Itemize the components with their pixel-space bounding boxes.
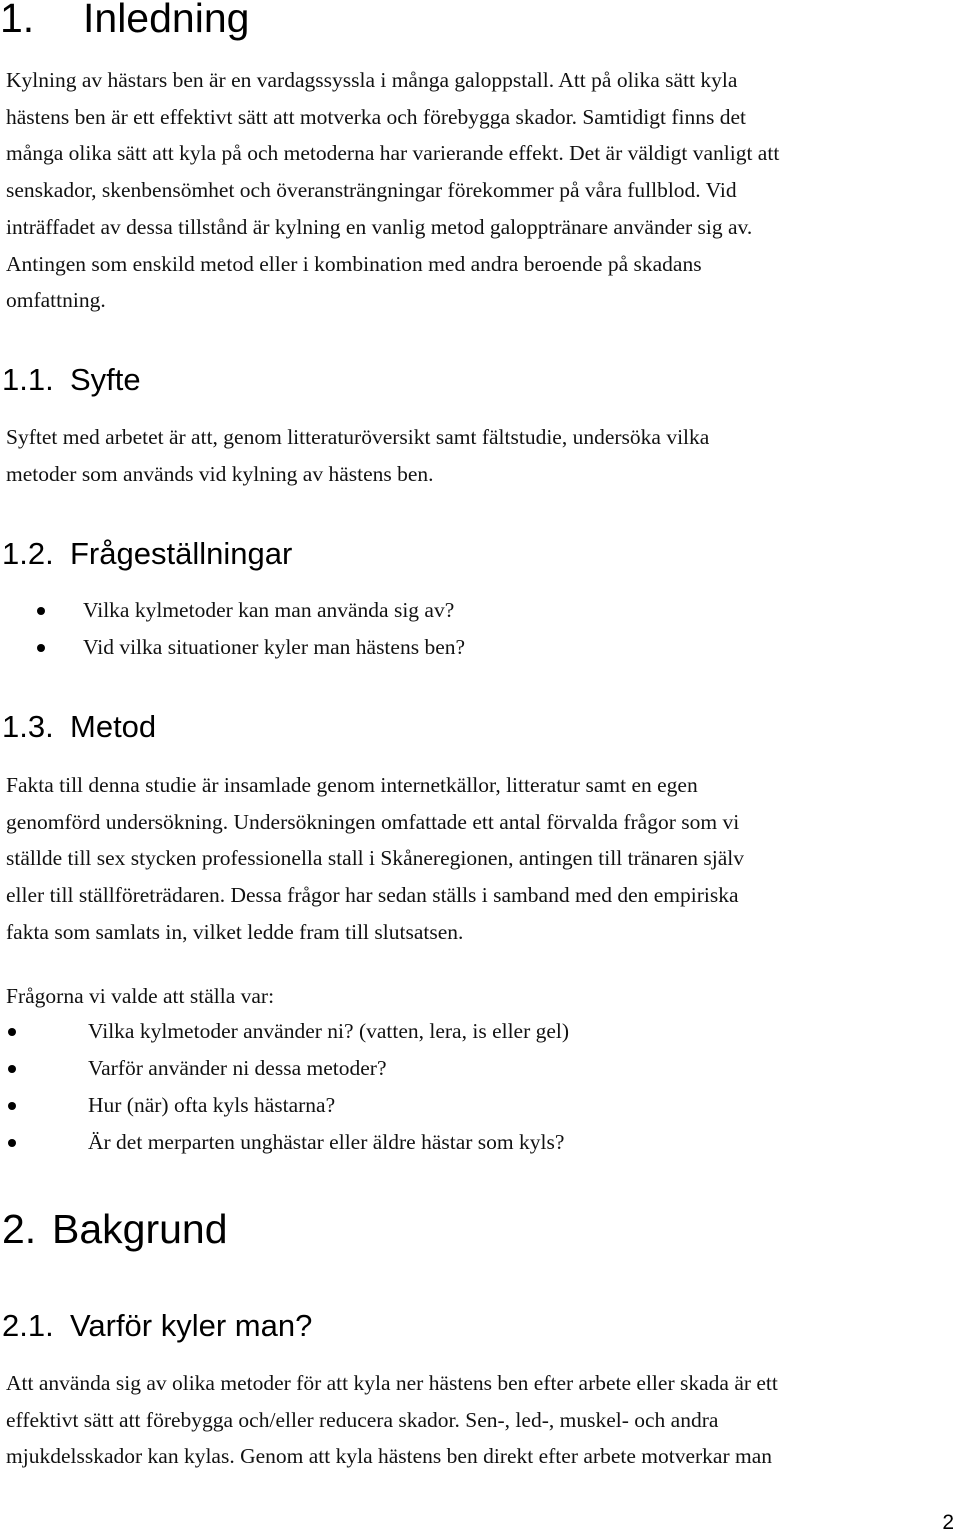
- varfor-paragraph: [6, 1365, 956, 1475]
- heading-varfor-kyler-man: [2, 1308, 312, 1344]
- list-item-text: Varför använder ni dessa metoder?: [88, 1056, 387, 1080]
- paragraph-line: fakta som samlats in, vilket ledde fram till slutsatsen.: [6, 919, 464, 944]
- paragraph-line: metoder som används vid kylning av hästens ben.: [6, 461, 434, 486]
- paragraph-line: Fakta till denna studie är insamlade genom internetkällor, litteratur samt en egen: [6, 773, 698, 797]
- page-number: 2: [942, 1511, 954, 1534]
- paragraph-line: Kylning av hästars ben är en vardagssyssla i många galoppstall. Att på olika sätt kyla: [6, 68, 738, 92]
- heading-title: Syfte: [70, 362, 141, 397]
- list-item: [0, 629, 465, 666]
- list-item-text: Är det merparten unghästar eller äldre hästar som kyls?: [88, 1130, 565, 1154]
- heading-number: 2.: [2, 1206, 37, 1252]
- paragraph-line: ställde till sex stycken professionella stall i Skåneregionen, antingen till tränaren själv: [6, 846, 744, 871]
- heading-number: 1.3.: [2, 709, 54, 744]
- list-item: [0, 1013, 569, 1050]
- paragraph-line: genomförd undersökning. Undersökningen omfattade ett antal förvalda frågor som vi: [6, 809, 740, 834]
- heading-syfte: [2, 362, 141, 398]
- heading-title: Metod: [70, 709, 157, 744]
- list-item: [0, 592, 465, 629]
- heading-title: Bakgrund: [52, 1206, 228, 1252]
- heading-bakgrund: [2, 1206, 228, 1252]
- paragraph-line: Att använda sig av olika metoder för att kyla ner hästens ben efter arbete eller skada är ett: [6, 1371, 778, 1395]
- bullet-icon: [8, 1065, 16, 1073]
- heading-number: 1.: [0, 0, 35, 41]
- paragraph-line: Frågorna vi valde att ställa var:: [6, 984, 275, 1008]
- paragraph-line: mjukdelsskador kan kylas. Genom att kyla hästens ben direkt efter arbete motverkar man: [6, 1444, 772, 1469]
- bullet-icon: [8, 1028, 16, 1036]
- heading-title: Inledning: [83, 0, 250, 41]
- heading-fragestallningar: [2, 536, 292, 572]
- heading-metod: [2, 709, 156, 745]
- syfte-paragraph: [6, 419, 956, 492]
- heading-title: Varför kyler man?: [70, 1308, 313, 1343]
- paragraph-line: Antingen som enskild metod eller i kombination med andra beroende på skadans: [6, 251, 702, 276]
- survey-questions-list: [0, 1013, 569, 1161]
- inledning-paragraph: [6, 62, 956, 319]
- paragraph-line: senskador, skenbensömhet och överansträngningar förekommer på våra fullblod. Vid: [6, 178, 737, 203]
- list-item-text: Vilka kylmetoder använder ni? (vatten, lera, is eller gel): [88, 1019, 570, 1043]
- paragraph-line: eller till ställföreträdaren. Dessa frågor har sedan ställs i samband med den empiriska: [6, 883, 739, 908]
- research-questions-list: [0, 592, 465, 666]
- metod-paragraph: [6, 767, 956, 951]
- heading-title: Frågeställningar: [70, 536, 293, 571]
- heading-number: 2.1.: [2, 1308, 54, 1343]
- paragraph-line: inträffadet av dessa tillstånd är kylning en vanlig metod galopptränare använder sig av.: [6, 214, 753, 239]
- bullet-icon: [8, 1102, 16, 1110]
- paragraph-line: effektivt sätt att förebygga och/eller reducera skador. Sen-, led-, muskel- och andra: [6, 1407, 719, 1432]
- list-item-text: Hur (när) ofta kyls hästarna?: [88, 1093, 336, 1117]
- paragraph-line: Syftet med arbetet är att, genom litteraturöversikt samt fältstudie, undersöka vilka: [6, 425, 710, 449]
- paragraph-line: hästens ben är ett effektivt sätt att motverka och förebygga skador. Samtidigt finns det: [6, 104, 746, 129]
- paragraph-line: många olika sätt att kyla på och metoderna har varierande effekt. Det är väldigt vanligt att: [6, 141, 780, 166]
- list-item: [0, 1087, 569, 1124]
- survey-intro: [6, 978, 956, 1015]
- paragraph-line: omfattning.: [6, 288, 106, 313]
- list-item-text: Vilka kylmetoder kan man använda sig av?: [83, 598, 455, 622]
- heading-number: 1.1.: [2, 362, 54, 397]
- list-item: [0, 1124, 569, 1161]
- heading-inledning: [0, 0, 249, 41]
- bullet-icon: [37, 607, 45, 615]
- bullet-icon: [8, 1139, 16, 1147]
- list-item-text: Vid vilka situationer kyler man hästens ben?: [83, 635, 466, 659]
- list-item: [0, 1050, 569, 1087]
- bullet-icon: [37, 644, 45, 652]
- heading-number: 1.2.: [2, 536, 54, 571]
